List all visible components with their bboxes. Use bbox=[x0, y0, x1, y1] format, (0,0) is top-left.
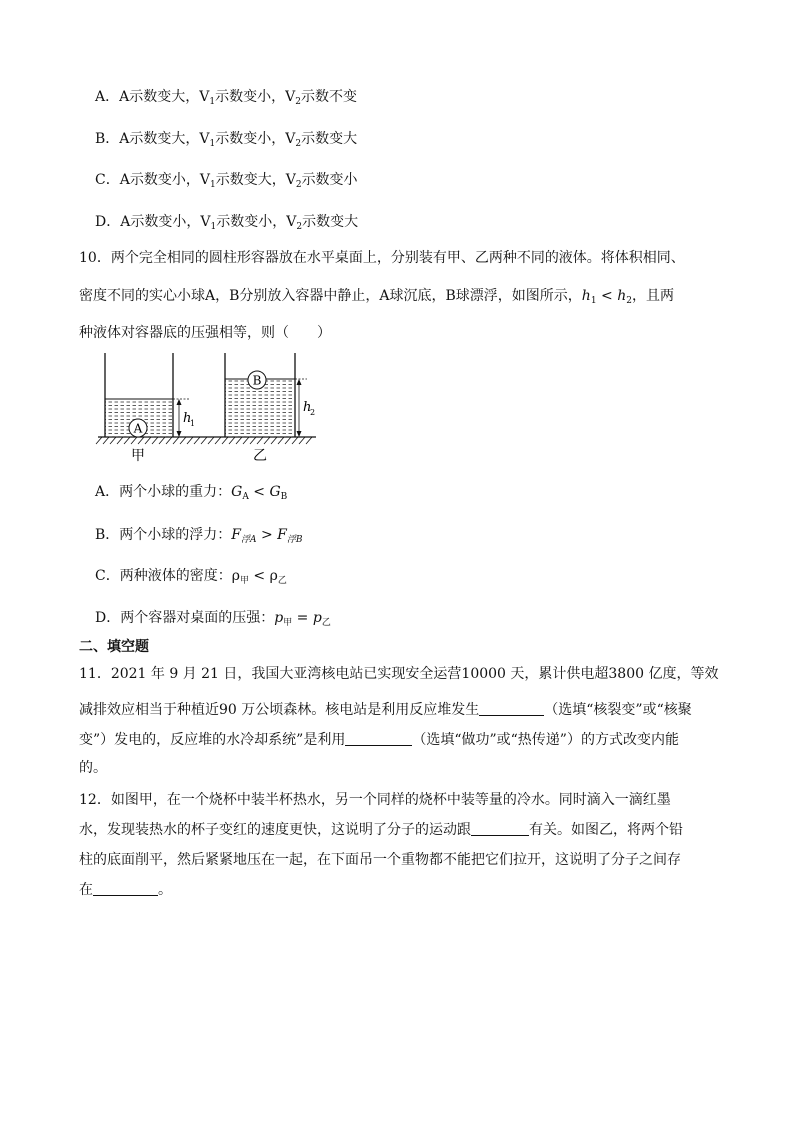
q9-option-part: 1 bbox=[210, 222, 217, 232]
ground bbox=[96, 437, 316, 444]
q11-answer-blank-1[interactable] bbox=[479, 701, 544, 716]
q10-stem-text-end: ，且两 bbox=[631, 288, 674, 304]
subscript: 浮A bbox=[241, 535, 257, 545]
less-than-sign: < bbox=[248, 568, 270, 584]
q9-option bbox=[95, 170, 358, 195]
q11-text: （选填“核裂变”或“核聚 bbox=[544, 702, 692, 718]
q11-text: （选填“做功”或“热传递”）的方式改变内能 bbox=[412, 732, 679, 748]
q9-option bbox=[95, 212, 358, 237]
q9-option-part: A示数变大， bbox=[119, 131, 200, 147]
q12-text: 有关。如图乙，将两个铅 bbox=[529, 822, 683, 838]
less-than-sign: < bbox=[248, 484, 270, 500]
q11-text: 减排效应相当于种植近90 万公顷森林。核电站是利用反应堆发生 bbox=[79, 702, 480, 718]
q9-option-part: 2 bbox=[295, 139, 302, 149]
q12-line4 bbox=[79, 880, 172, 900]
q11-text: 变”）发电的，反应堆的水冷却系统”是利用 bbox=[79, 732, 346, 748]
q9-option-part: A示数变小， bbox=[119, 172, 200, 188]
q9-option-part: V bbox=[199, 131, 210, 147]
g-symbol: G bbox=[269, 484, 281, 500]
q9-option-part: 示数不变 bbox=[300, 89, 357, 105]
rho-symbol: ρ bbox=[269, 568, 278, 584]
h1-label: h bbox=[183, 411, 192, 426]
label-yi: 乙 bbox=[253, 448, 267, 464]
h-subscript-2: 2 bbox=[626, 296, 632, 306]
q9-option-part: V bbox=[286, 214, 297, 230]
q10-figure bbox=[90, 348, 330, 473]
option-text: A．两个小球的重力： bbox=[95, 484, 232, 500]
q12-answer-blank-1[interactable] bbox=[471, 821, 529, 836]
q12-text: 水，发现装热水的杯子变红的速度更快，这说明了分子的运动跟 bbox=[79, 822, 471, 838]
q12-line2 bbox=[79, 820, 683, 840]
subscript: 甲 bbox=[283, 618, 293, 628]
q12-line3: 柱的底面削平，然后紧紧地压在一起，在下面吊一个重物都不能把它们拉开，这说明了分子之间存 bbox=[79, 852, 681, 868]
h2-marker bbox=[295, 379, 315, 437]
q9-option-part: V bbox=[285, 172, 296, 188]
q9-option-part: B． bbox=[95, 131, 120, 147]
q11-line1: 11．2021 年 9 月 21 日，我国大亚湾核电站已实现安全运营10000 天，累计供电超3800 亿度，等效 bbox=[79, 666, 719, 682]
q10-option-a bbox=[95, 482, 287, 507]
q9-option-part: A示数变大， bbox=[119, 89, 200, 105]
q9-option-part: 1 bbox=[209, 97, 216, 107]
q9-option-part: V bbox=[199, 89, 210, 105]
q9-option-part: C． bbox=[95, 172, 120, 188]
q9-option-part: 示数变小， bbox=[215, 131, 286, 147]
q10-stem-line3: 种液体对容器底的压强相等，则（ ） bbox=[79, 325, 331, 341]
q9-option-part: 示数变小， bbox=[216, 214, 287, 230]
subscript: 乙 bbox=[321, 618, 331, 628]
q9-option-part: 1 bbox=[209, 139, 216, 149]
ball-a-label: A bbox=[133, 421, 143, 436]
q10-stem-text: 密度不同的实心小球A，B分别放入容器中静止，A球沉底，B球漂浮，如图所示， bbox=[79, 288, 582, 304]
q9-option-part: V bbox=[200, 214, 211, 230]
h-symbol: h bbox=[617, 288, 627, 304]
q10-stem-line1: 10．两个完全相同的圆柱形容器放在水平桌面上，分别装有甲、乙两种不同的液体。将体积相同、 bbox=[79, 250, 685, 266]
q9-option bbox=[95, 129, 357, 154]
q9-option-part: A示数变小， bbox=[120, 214, 201, 230]
label-jia: 甲 bbox=[131, 448, 145, 464]
q9-option-part: D． bbox=[95, 214, 121, 230]
q9-option-part: 1 bbox=[209, 180, 216, 190]
q9-option-part: 示数变大， bbox=[215, 172, 286, 188]
q11-line4: 的。 bbox=[79, 760, 107, 776]
q9-option-part: A． bbox=[95, 89, 120, 105]
q9-option-part: V bbox=[285, 131, 296, 147]
q9-option-part: V bbox=[199, 172, 210, 188]
h-symbol: h bbox=[581, 288, 591, 304]
q10-option-d bbox=[95, 608, 331, 633]
subscript: 乙 bbox=[277, 576, 287, 586]
option-text: B．两个小球的浮力： bbox=[95, 527, 232, 543]
h2-label: h bbox=[303, 400, 312, 415]
q9-option-part: 示数变大 bbox=[301, 131, 358, 147]
subscript: A bbox=[242, 492, 249, 502]
q9-option-part: 示数变小， bbox=[215, 89, 286, 105]
h2-sub: 2 bbox=[310, 408, 316, 417]
p-symbol: p bbox=[312, 610, 322, 626]
q10-option-b bbox=[95, 525, 303, 550]
container-yi bbox=[225, 353, 295, 437]
q9-option-part: 2 bbox=[296, 222, 303, 232]
q10-option-c bbox=[95, 566, 287, 591]
h1-sub: 1 bbox=[190, 419, 196, 428]
section-heading-fill-in: 二、填空题 bbox=[79, 639, 149, 655]
q9-option-part: 示数变小 bbox=[301, 172, 358, 188]
q9-option-part: V bbox=[285, 89, 296, 105]
ball-b bbox=[248, 371, 266, 389]
q12-line1: 12．如图甲，在一个烧杯中装半杯热水，另一个同样的烧杯中装等量的冷水。同时滴入一滴红墨 bbox=[79, 792, 671, 808]
p-symbol: p bbox=[274, 610, 284, 626]
q12-answer-blank-2[interactable] bbox=[93, 881, 158, 896]
q11-answer-blank-2[interactable] bbox=[345, 731, 412, 746]
subscript: 浮B bbox=[286, 535, 303, 545]
q11-line3 bbox=[79, 730, 679, 750]
q11-line2 bbox=[79, 700, 692, 720]
q12-text: 在 bbox=[79, 882, 93, 898]
greater-than-sign: > bbox=[256, 527, 278, 543]
q10-stem-line2 bbox=[79, 286, 674, 311]
h-subscript-1: 1 bbox=[590, 296, 597, 306]
q12-text: 。 bbox=[158, 882, 172, 898]
h1-marker bbox=[173, 399, 195, 437]
subscript: B bbox=[280, 492, 288, 502]
q9-option-part: 示数变大 bbox=[302, 214, 359, 230]
subscript: 甲 bbox=[239, 576, 249, 586]
q9-option-part: 2 bbox=[295, 180, 302, 190]
f-symbol: F bbox=[277, 527, 287, 543]
equals-sign: = bbox=[292, 610, 313, 626]
option-text: C．两种液体的密度： bbox=[95, 568, 232, 584]
rho-symbol: ρ bbox=[231, 568, 240, 584]
q9-option bbox=[95, 87, 357, 112]
less-than-sign: < bbox=[596, 288, 618, 304]
q9-option-part: 2 bbox=[295, 97, 301, 107]
f-symbol: F bbox=[231, 527, 242, 543]
ball-a bbox=[129, 419, 147, 437]
g-symbol: G bbox=[231, 484, 243, 500]
option-text: D．两个容器对桌面的压强： bbox=[95, 610, 275, 626]
ball-b-label: B bbox=[252, 373, 262, 388]
